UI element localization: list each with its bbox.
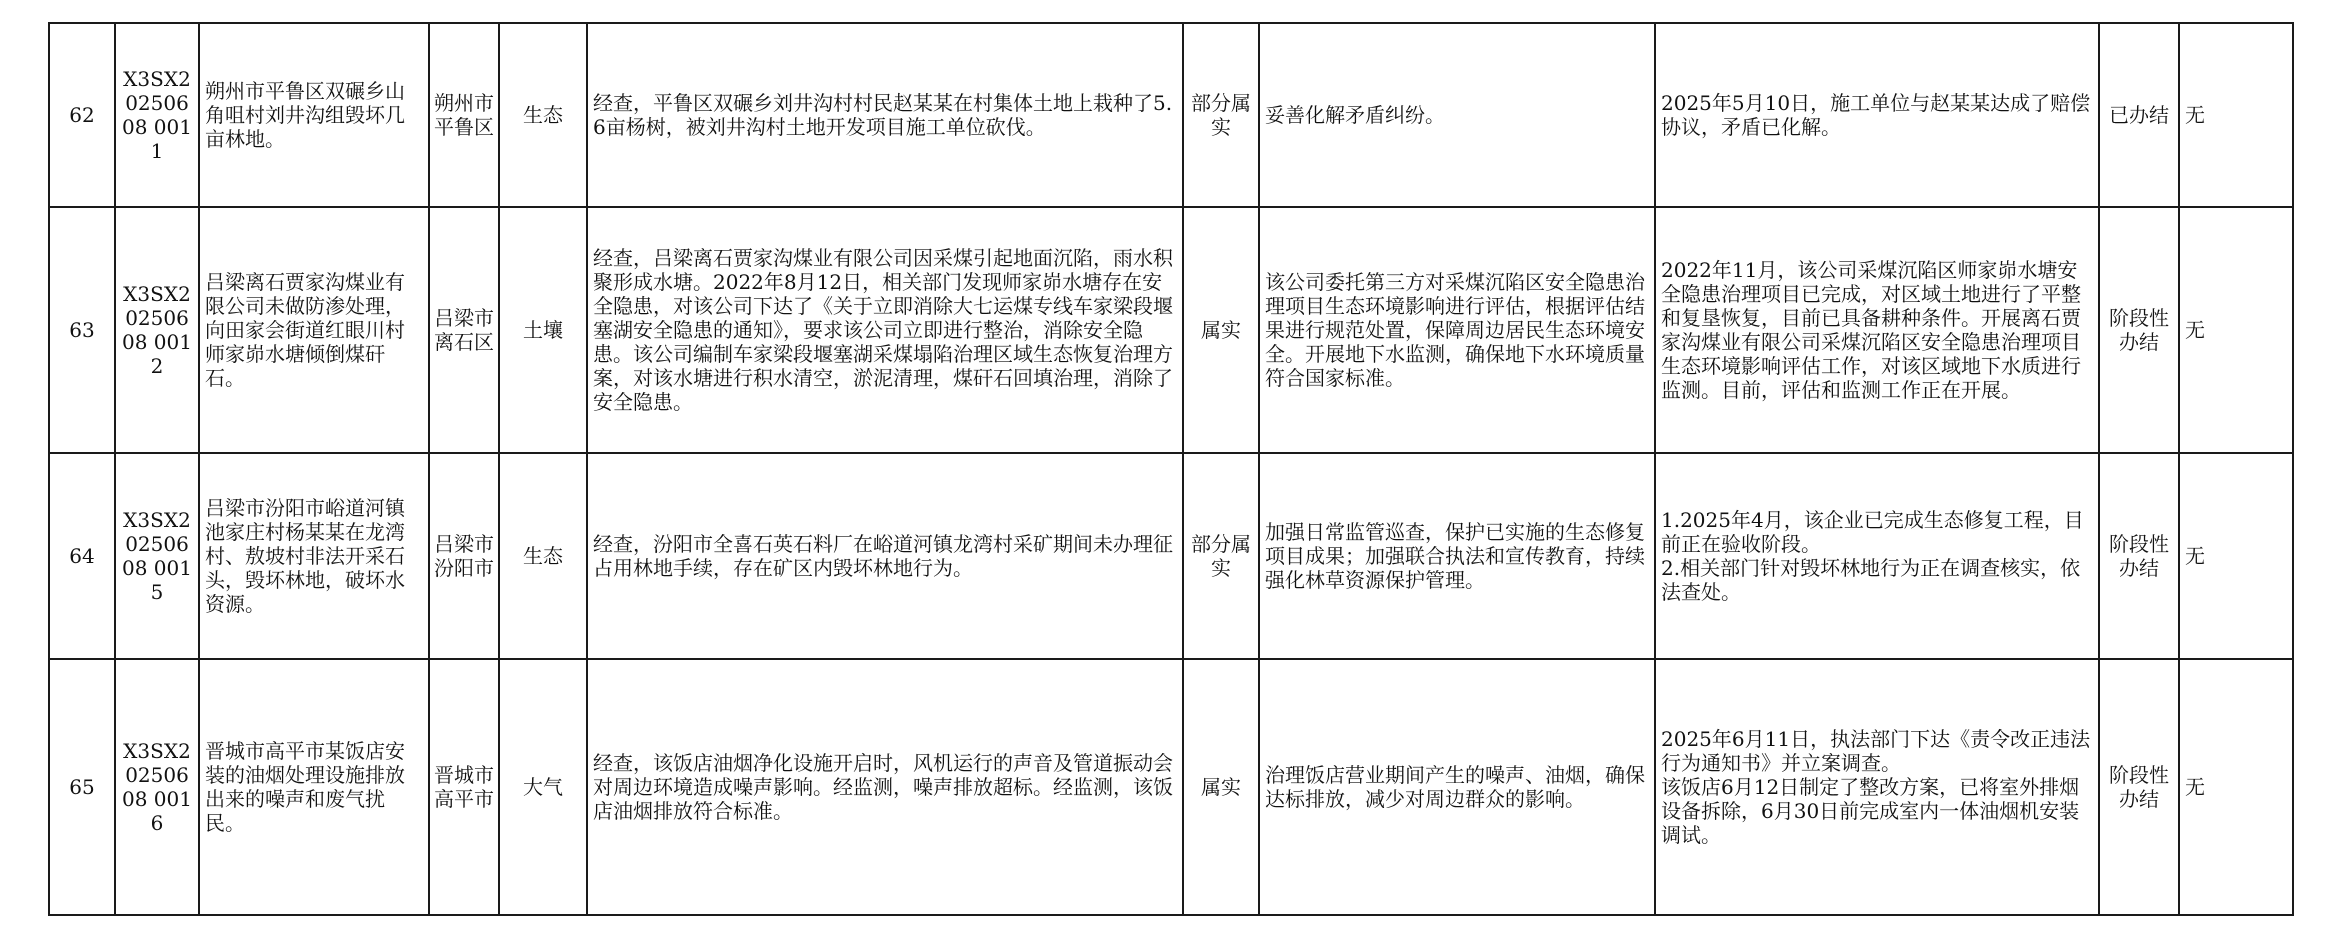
cell-administrative-area: 吕梁市离石区: [429, 207, 499, 453]
cell-rectification-progress: 1.2025年4月，该企业已完成生态修复工程，目前正在验收阶段。 2.相关部门针对毁坏林地行为正在调查核实，依法查处。: [1655, 453, 2099, 659]
cell-complaint-content: 朔州市平鲁区双碾乡山角咀村刘井沟组毁坏几亩林地。: [199, 23, 429, 207]
table-row: [49, 453, 2293, 659]
cell-pollution-type: 大气: [499, 659, 587, 915]
cell-investigation-result: 经查，汾阳市全喜石英石料厂在峪道河镇龙湾村采矿期间未办理征占用林地手续，存在矿区内毁坏林地行为。: [587, 453, 1183, 659]
cell-administrative-area: 晋城市高平市: [429, 659, 499, 915]
cell-administrative-area: 朔州市平鲁区: [429, 23, 499, 207]
cell-case-code: X3SX20250608 0011: [115, 23, 199, 207]
cell-pollution-type: 土壤: [499, 207, 587, 453]
cell-investigation-result: 经查，该饭店油烟净化设施开启时，风机运行的声音及管道振动会对周边环境造成噪声影响。经监测，噪声排放超标。经监测，该饭店油烟排放符合标准。: [587, 659, 1183, 915]
cell-complaint-content: 晋城市高平市某饭店安装的油烟处理设施排放出来的噪声和废气扰民。: [199, 659, 429, 915]
cell-complaint-content: 吕梁离石贾家沟煤业有限公司未做防渗处理，向田家会街道红眼川村师家峁水塘倾倒煤矸石。: [199, 207, 429, 453]
cell-handling-measures: 该公司委托第三方对采煤沉陷区安全隐患治理项目生态环境影响进行评估，根据评估结果进行规范处置，保障周边居民生态环境安全。开展地下水监测，确保地下水环境质量符合国家标准。: [1259, 207, 1655, 453]
cell-accountability: 无: [2179, 207, 2293, 453]
table-row: [49, 659, 2293, 915]
cell-investigation-result: 经查，吕梁离石贾家沟煤业有限公司因采煤引起地面沉陷，雨水积聚形成水塘。2022年8月12日，相关部门发现师家峁水塘存在安全隐患，对该公司下达了《关于立即消除大七运煤专线车家梁段堰塞湖安全隐患的通知》，要求该公司立即进行整治，消除安全隐患。该公司编制车家梁段堰塞湖采煤塌陷治理区域生态恢复治理方案，对该水塘进行积水清空，淤泥清理，煤矸石回填治理，消除了安全隐患。: [587, 207, 1183, 453]
table-row: [49, 23, 2293, 207]
cell-number: 62: [49, 23, 115, 207]
cell-verification-status: 部分属实: [1183, 453, 1259, 659]
cell-case-code: X3SX20250608 0012: [115, 207, 199, 453]
cell-pollution-type: 生态: [499, 23, 587, 207]
cell-number: 64: [49, 453, 115, 659]
cell-investigation-result: 经查，平鲁区双碾乡刘井沟村村民赵某某在村集体土地上栽种了5.6亩杨树，被刘井沟村土地开发项目施工单位砍伐。: [587, 23, 1183, 207]
cell-completion-status: 已办结: [2099, 23, 2179, 207]
cell-completion-status: 阶段性办结: [2099, 659, 2179, 915]
cell-case-code: X3SX20250608 0016: [115, 659, 199, 915]
cell-number: 63: [49, 207, 115, 453]
cell-pollution-type: 生态: [499, 453, 587, 659]
cell-completion-status: 阶段性办结: [2099, 453, 2179, 659]
complaint-table: [48, 22, 2294, 916]
cell-rectification-progress: 2025年5月10日，施工单位与赵某某达成了赔偿协议，矛盾已化解。: [1655, 23, 2099, 207]
cell-number: 65: [49, 659, 115, 915]
cell-handling-measures: 治理饭店营业期间产生的噪声、油烟，确保达标排放，减少对周边群众的影响。: [1259, 659, 1655, 915]
cell-case-code: X3SX20250608 0015: [115, 453, 199, 659]
cell-complaint-content: 吕梁市汾阳市峪道河镇池家庄村杨某某在龙湾村、敖坡村非法开采石头，毁坏林地，破坏水资源。: [199, 453, 429, 659]
cell-administrative-area: 吕梁市汾阳市: [429, 453, 499, 659]
cell-verification-status: 部分属实: [1183, 23, 1259, 207]
cell-rectification-progress: 2022年11月，该公司采煤沉陷区师家峁水塘安全隐患治理项目已完成，对区域土地进行了平整和复垦恢复，目前已具备耕种条件。开展离石贾家沟煤业有限公司采煤沉陷区安全隐患治理项目生态环境影响评估工作，对该区域地下水质进行监测。目前，评估和监测工作正在开展。: [1655, 207, 2099, 453]
cell-accountability: 无: [2179, 659, 2293, 915]
cell-accountability: 无: [2179, 453, 2293, 659]
cell-handling-measures: 加强日常监管巡查，保护已实施的生态修复项目成果；加强联合执法和宣传教育，持续强化林草资源保护管理。: [1259, 453, 1655, 659]
cell-verification-status: 属实: [1183, 207, 1259, 453]
table-row: [49, 207, 2293, 453]
table-body: [49, 23, 2293, 915]
cell-rectification-progress: 2025年6月11日，执法部门下达《责令改正违法行为通知书》并立案调查。 该饭店6月12日制定了整改方案，已将室外排烟设备拆除，6月30日前完成室内一体油烟机安装调试。: [1655, 659, 2099, 915]
cell-verification-status: 属实: [1183, 659, 1259, 915]
cell-accountability: 无: [2179, 23, 2293, 207]
cell-completion-status: 阶段性办结: [2099, 207, 2179, 453]
cell-handling-measures: 妥善化解矛盾纠纷。: [1259, 23, 1655, 207]
